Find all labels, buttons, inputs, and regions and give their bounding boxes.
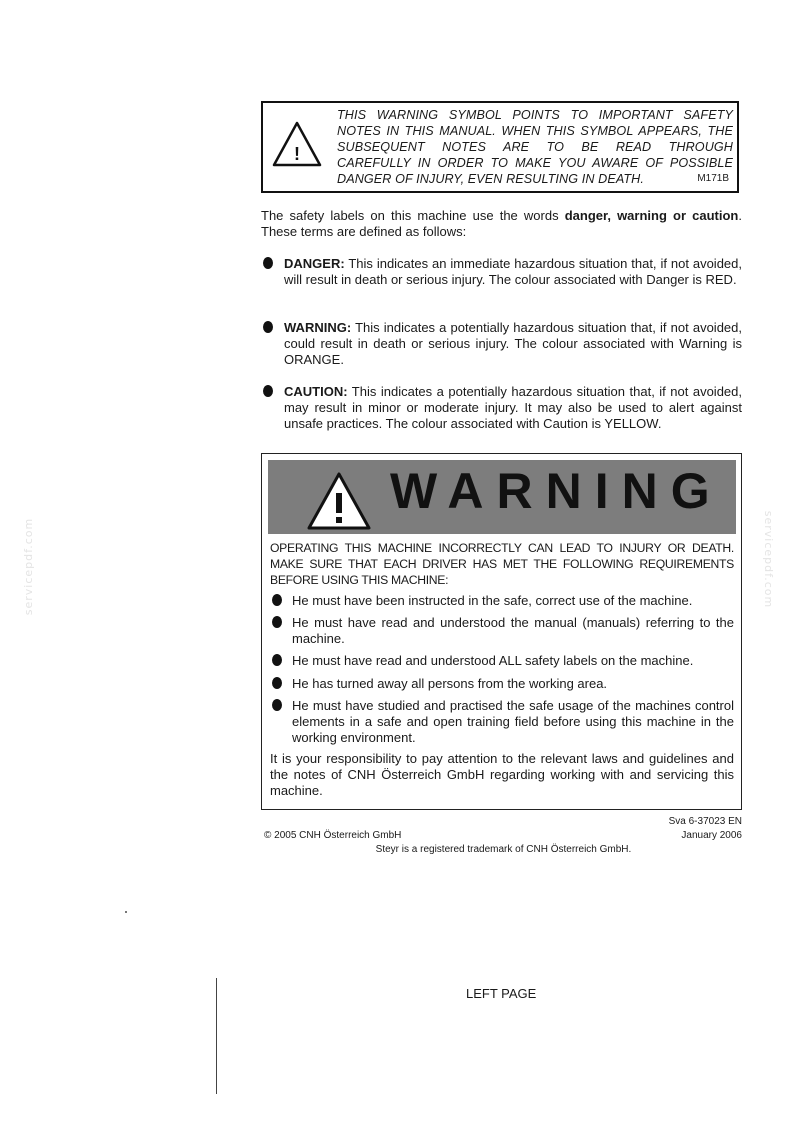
- requirement-text: He must have studied and practised the safe usage of the machines control elements in a safe and open training field before using this machine in the working environment.: [292, 698, 734, 745]
- svg-text:!: !: [294, 144, 300, 164]
- bullet-icon: [263, 385, 273, 397]
- note-line: SUBSEQUENT NOTES ARE TO BE READ THROUGH: [337, 140, 733, 154]
- bullet-icon: [263, 321, 273, 333]
- scan-speck: [125, 911, 127, 913]
- note-line: NOTES IN THIS MANUAL. WHEN THIS SYMBOL APPEARS, THE: [337, 124, 733, 138]
- requirement-text: He must have read and understood ALL safety labels on the machine.: [292, 653, 694, 668]
- definition-term: WARNING:: [284, 320, 352, 335]
- note-line: DANGER OF INJURY, EVEN RESULTING IN DEATH.: [337, 172, 644, 186]
- definition-term: CAUTION:: [284, 384, 348, 399]
- warning-intro: OPERATING THIS MACHINE INCORRECTLY CAN LEAD TO INJURY OR DEATH. MAKE SURE THAT EACH DRIVER HAS MET THE FOLLOWING REQUIREMENTS BEFORE USING THIS MACHINE:: [270, 541, 734, 587]
- trademark-notice: Steyr is a registered trademark of CNH Österreich GmbH.: [375, 844, 632, 855]
- figure-code: M171B: [697, 173, 729, 184]
- warning-banner: [268, 460, 736, 534]
- warning-box: [261, 453, 742, 810]
- publication-date: January 2006: [681, 830, 742, 841]
- intro-pre: The safety labels on this machine use the words: [261, 208, 565, 223]
- watermark-left: servicepdf.com: [22, 517, 36, 616]
- safety-symbol-box: [261, 101, 739, 193]
- bullet-icon: [272, 677, 282, 689]
- warning-triangle-icon: [271, 120, 323, 168]
- definition-term: DANGER:: [284, 256, 345, 271]
- bullet-icon: [272, 699, 282, 711]
- intro-emphasis: danger, warning or caution: [564, 208, 739, 223]
- definition-text: This indicates an immediate hazardous situation that, if not avoided, will result in death or serious injury. The colour associated with Danger is RED.: [284, 256, 742, 287]
- document-code: Sva 6-37023 EN: [668, 816, 742, 827]
- watermark-right: servicepdf.com: [762, 510, 776, 609]
- intro-paragraph: [261, 208, 742, 240]
- note-line: THIS WARNING SYMBOL POINTS TO IMPORTANT SAFETY: [337, 108, 733, 122]
- note-line: CAREFULLY IN ORDER TO MAKE YOU AWARE OF POSSIBLE: [337, 156, 733, 170]
- definition-text: This indicates a potentially hazardous situation that, if not avoided, could result in death or serious injury. The colour associated with Warning is ORANGE.: [284, 320, 742, 367]
- bullet-icon: [272, 654, 282, 666]
- requirement-text: He must have been instructed in the safe, correct use of the machine.: [292, 593, 693, 608]
- requirement-text: He must have read and understood the manual (manuals) referring to the machine.: [292, 615, 734, 646]
- bullet-icon: [272, 594, 282, 606]
- copyright: © 2005 CNH Österreich GmbH: [264, 830, 402, 841]
- bullet-icon: [263, 257, 273, 269]
- intro-post: . These terms are defined as follows:: [261, 208, 742, 239]
- requirement-text: He has turned away all persons from the working area.: [292, 676, 608, 691]
- safety-symbol-note: [337, 107, 733, 187]
- warning-closing: It is your responsibility to pay attention to the relevant laws and guidelines and the notes of CNH Österreich GmbH regarding working with and servicing this machine.: [270, 751, 734, 798]
- margin-line: [216, 978, 217, 1094]
- bullet-icon: [272, 616, 282, 628]
- warning-triangle-icon: [306, 471, 372, 531]
- page-label: LEFT PAGE: [466, 986, 537, 1001]
- definition-text: This indicates a potentially hazardous situation that, if not avoided, may result in minor or moderate injury. It may also be used to alert against unsafe practices. The colour associated with Caution is YELLOW.: [284, 384, 742, 431]
- warning-title: WARNING: [390, 463, 723, 519]
